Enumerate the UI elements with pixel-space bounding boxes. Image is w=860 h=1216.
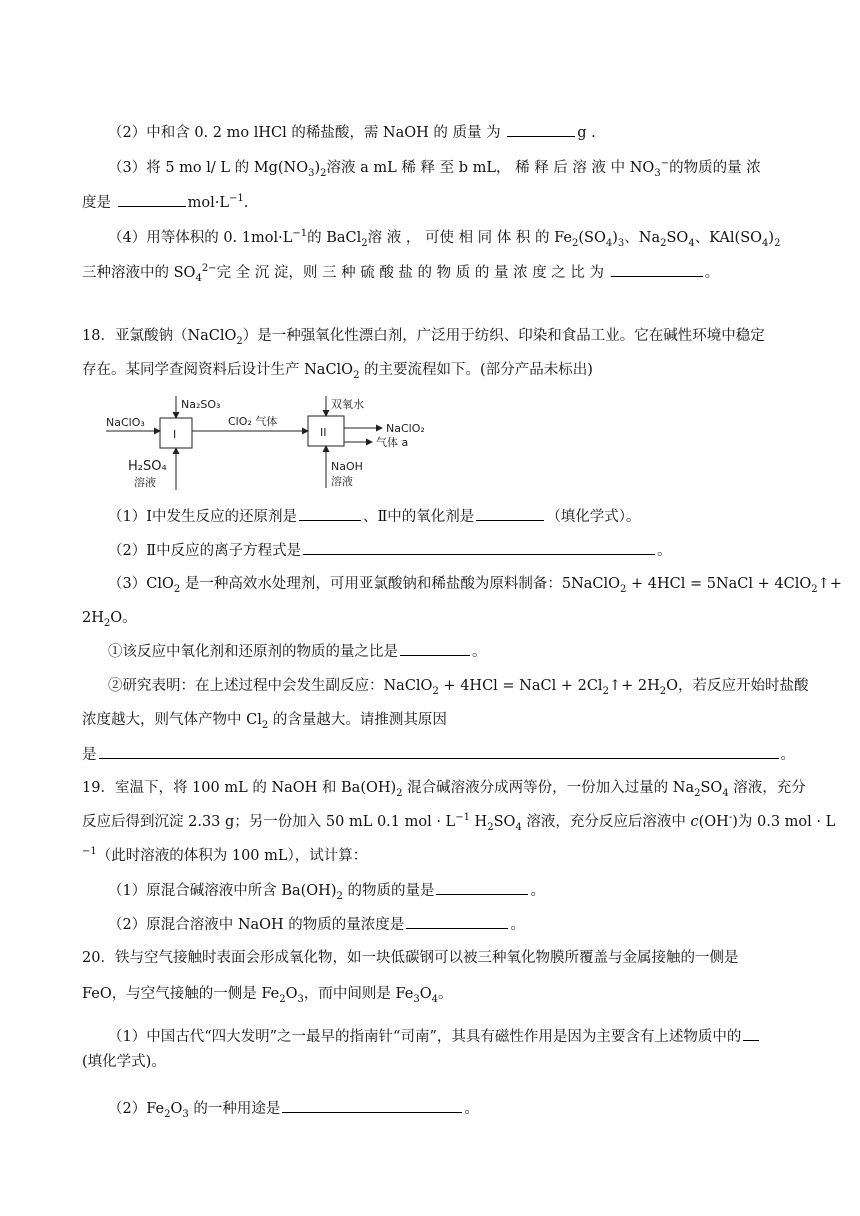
- q18-sub3-2: ②研究表明：在上述过程中会发生副反应：NaClO$_2$ + 4HCl = NaCl + $2Cl_2↑+ 2H_2O$，若反应开始时盐酸: [108, 678, 809, 697]
- answer-blank[interactable]: [118, 192, 186, 207]
- answer-blank[interactable]: [303, 540, 655, 555]
- label-naoh: NaOH: [331, 460, 363, 473]
- label-clo2-gas: ClO₂ 气体: [228, 415, 278, 428]
- q18-sub1: （1）Ⅰ中发生反应的还原剂是 、Ⅱ中的氧化剂是 （填化学式）。: [108, 506, 641, 527]
- q20-sub2: $(2)Fe_2O_3$ 的一种用途是 。: [108, 1098, 479, 1119]
- answer-blank[interactable]: [282, 1098, 462, 1113]
- answer-blank[interactable]: [436, 880, 528, 895]
- process-flow-diagram: [100, 394, 430, 494]
- q18-sub3-2-answer: 是 。: [82, 744, 795, 765]
- label-h2o2: 双氧水: [331, 398, 364, 411]
- q20-sub1-cont: (填化学式)。: [82, 1054, 166, 1070]
- answer-blank[interactable]: [507, 122, 575, 137]
- q19-line1: 19．室温下，将 100 mL 的 NaOH 和 $Ba(OH)_2$ 混合碱溶液分成两等份，一份加入过量的 $Na_2SO_4$ 溶液，充分: [82, 780, 806, 799]
- q19-line3: $^{-1}$（此时溶液的体积为 100 mL），试计算：: [82, 846, 368, 864]
- answer-blank[interactable]: [743, 1026, 759, 1041]
- q19-sub1: （1）原混合碱溶液中所含 $Ba(OH)_2$ 的物质的量是 。: [108, 880, 545, 901]
- q18-sub3-1: ①该反应中氧化剂和还原剂的物质的量之比是 。: [108, 641, 487, 662]
- q18-intro-cont: 存在。某同学查阅资料后设计生产 NaClO$_2$ 的主要流程如下。(部分产品未标出): [82, 362, 593, 381]
- answer-blank[interactable]: [406, 914, 508, 929]
- label-h2so4: H₂SO₄: [128, 459, 167, 474]
- label-box2: II: [320, 426, 327, 439]
- q18-sub3-2-cont: 浓度越大，则气体产物中 $Cl_2$ 的含量越大。请推测其原因: [82, 712, 447, 731]
- q18-sub3-cont: $2H_2O$。: [82, 610, 137, 629]
- q20-line2: FeO，与空气接触的一侧是 $Fe_2O_3$，而中间则是 $Fe_3O_4$。: [82, 986, 453, 1005]
- q17-part4-cont: 三种溶液中的 $SO_4^{2-}$完 全 沉 淀，则 三 种 硫 酸 盐 的 物 质 的 量 浓 度 之 比 为 。: [82, 263, 720, 284]
- label-naclo3: NaClO₃: [106, 416, 145, 429]
- label-gas-a: 气体 a: [376, 436, 409, 449]
- q18-sub2: （2）Ⅱ中反应的离子方程式是 。: [108, 540, 672, 561]
- q17-part2: （2）中和含 0. 2 mo lHCl 的稀盐酸，需 NaOH 的 质量 为 g .: [108, 122, 596, 143]
- label-box1: I: [173, 428, 177, 441]
- label-naclo2: NaClO₂: [386, 422, 425, 435]
- q18-intro: 18．亚氯酸钠（NaClO$_2$）是一种强氧化性漂白剂，广泛用于纺织、印染和食品工业。它在碱性环境中稳定: [82, 328, 765, 347]
- answer-blank[interactable]: [299, 506, 361, 521]
- label-naoh-solution: 溶液: [331, 475, 353, 488]
- answer-blank[interactable]: [99, 744, 779, 759]
- label-na2so3: Na₂SO₃: [181, 398, 221, 411]
- answer-blank[interactable]: [476, 506, 544, 521]
- q20-sub1: （1）中国古代“四大发明”之一最早的指南针“司南”，其具有磁性作用是因为主要含有上述物质中的: [108, 1026, 761, 1047]
- q20-line1: 20．铁与空气接触时表面会形成氧化物，如一块低碳钢可以被三种氧化物膜所覆盖与金属接触的一侧是: [82, 950, 739, 966]
- q17-part4: （4）用等体积的 0. $1mol\cdot L^{-1}$的 BaCl$_2$溶 液 ， 可使 相 同 体 积 的 $Fe_2(SO_4)_3$、$Na_2SO_4$、$KAl(SO_4)_2$: [108, 228, 781, 249]
- q19-line2: 反应后得到沉淀 2.33 g；另一份加入 50 mL 0.1 mol · $L^{-1}$ $H_2SO_4$ 溶液，充分反应后溶液中 c(OH-)为 0.3 mol · L: [82, 812, 836, 833]
- answer-blank[interactable]: [400, 641, 470, 656]
- answer-blank[interactable]: [611, 262, 703, 277]
- q18-sub3: （3）ClO$_2$ 是一种高效水处理剂，可用亚氯酸钠和稀盐酸为原料制备：5NaClO$_2$ + 4HCl = 5NaCl + 4ClO$_2$↑+: [108, 576, 842, 595]
- q17-part3-cont: 度是 $mol\cdot L^{-1}$.: [82, 193, 249, 211]
- q17-part3: （3）将 5 mo l/ L 的 $Mg(NO_3)_2$溶液 a mL 稀 释 至 b mL， 稀 释 后 溶 液 中 $NO_3^-$的物质的量 浓: [108, 158, 761, 179]
- label-h2so4-solution: 溶液: [134, 476, 156, 489]
- q19-sub2: （2）原混合溶液中 NaOH 的物质的量浓度是 。: [108, 914, 525, 935]
